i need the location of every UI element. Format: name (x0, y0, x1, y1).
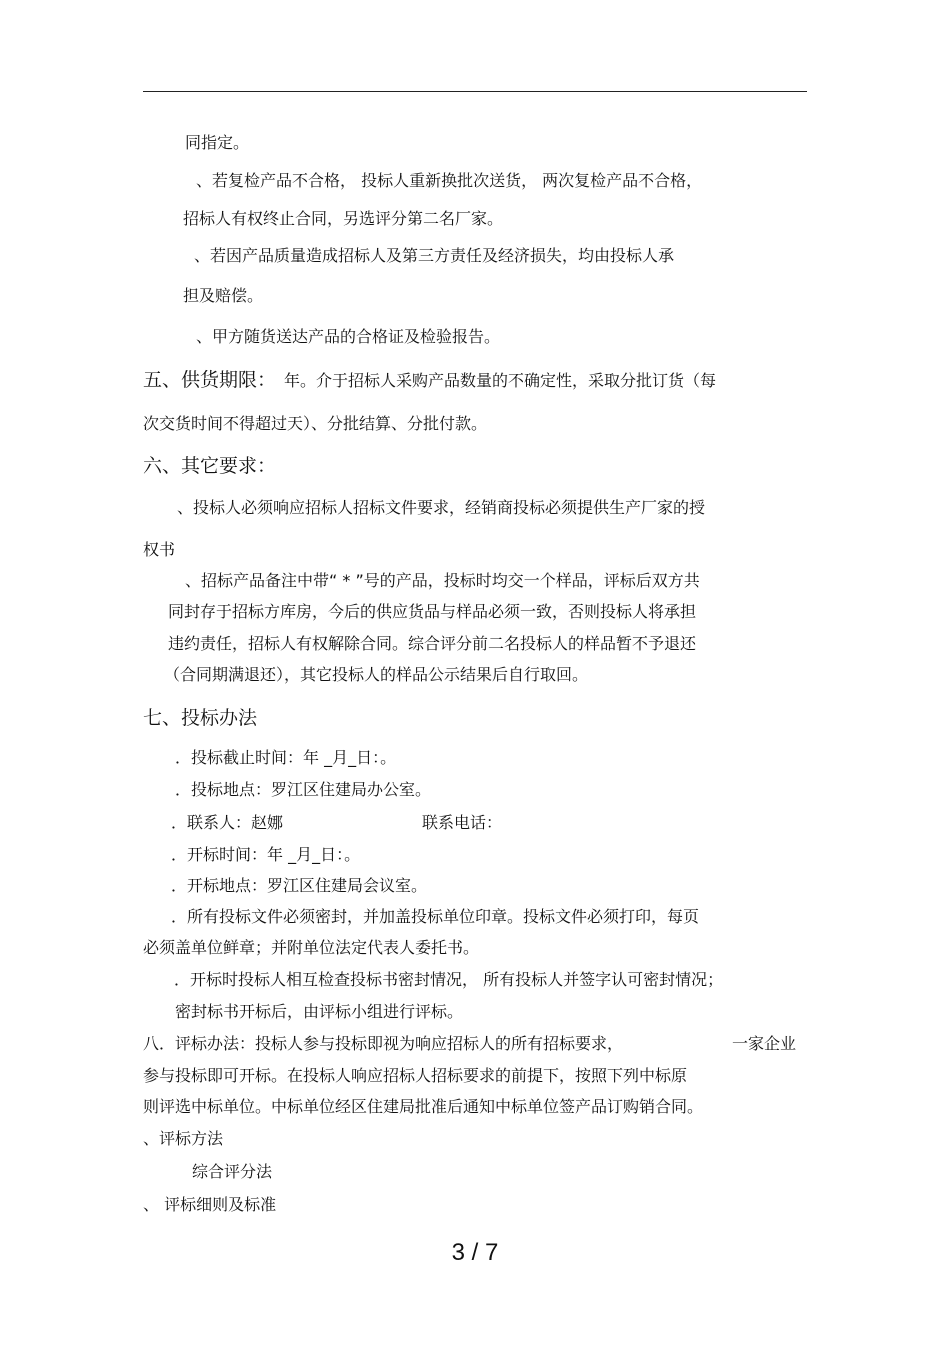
text-line: 同指定。 (185, 133, 250, 152)
text-line: 综合评分法 (192, 1162, 273, 1181)
text-line: 、 评标细则及标准 (143, 1195, 277, 1214)
text-line: 、投标人必须响应招标人招标文件要求，经销商投标必须提供生产厂家的授 (177, 498, 706, 517)
text-line: 担及赔偿。 (183, 286, 264, 305)
text-line: 招标人有权终止合同，另选评分第二名厂家。 (183, 209, 504, 228)
text-line: 违约责任，招标人有权解除合同。综合评分前二名投标人的样品暂不予退还 (168, 634, 697, 653)
section-5-heading: 五、供货期限： (143, 369, 277, 391)
section-8-text-right: 一家企业 (732, 1034, 797, 1053)
text-line: 权书 (143, 540, 176, 559)
text-line: 同封存于招标方库房，今后的供应货品与样品必须一致，否则投标人将承担 (168, 602, 697, 621)
text-line: 密封标书开标后，由评标小组进行评标。 (175, 1002, 464, 1021)
text-line: ．投标地点：罗江区住建局办公室。 (175, 780, 432, 799)
header-rule (143, 91, 807, 92)
text-line: 必须盖单位鲜章；并附单位法定代表人委托书。 (143, 938, 480, 957)
contact-person: ．联系人：赵娜 (171, 813, 284, 832)
text-line: ．开标地点：罗江区住建局会议室。 (171, 876, 428, 895)
text-line: 、评标方法 (143, 1129, 224, 1148)
section-5-text: 年。介于招标人采购产品数量的不确定性，采取分批订货（每 (284, 371, 717, 390)
section-7-heading: 七、投标办法 (143, 707, 258, 729)
page-number: 3 / 7 (451, 1239, 499, 1266)
text-line: ．开标时投标人相互检查投标书密封情况， 所有投标人并签字认可密封情况； (174, 970, 724, 989)
text-line: 、若复检产品不合格， 投标人重新换批次送货， 两次复检产品不合格， (196, 171, 703, 190)
text-line: 、若因产品质量造成招标人及第三方责任及经济损失，均由投标人承 (194, 246, 675, 265)
section-5-line (143, 368, 716, 392)
text-line: 则评选中标单位。中标单位经区住建局批准后通知中标单位签产品订购销合同。 (143, 1097, 704, 1116)
section-8-text: 八．评标办法：投标人参与投标即视为响应招标人的所有招标要求， (143, 1034, 624, 1053)
text-line: ．投标截止时间：年 _月_日：。 (175, 748, 397, 767)
text-line: 次交货时间不得超过天）、分批结算、分批付款。 (143, 414, 488, 433)
text-line: 参与投标即可开标。在投标人响应招标人招标要求的前提下，按照下列中标原 (143, 1066, 688, 1085)
text-line: ．开标时间：年 _月_日：。 (171, 845, 361, 864)
text-line: 、招标产品备注中带“ * ”号的产品，投标时均交一个样品，评标后双方共 (185, 571, 700, 590)
contact-phone: 联系电话： (422, 813, 503, 832)
text-line: （合同期满退还），其它投标人的样品公示结果后自行取回。 (164, 665, 589, 684)
text-line: ．所有投标文件必须密封，并加盖投标单位印章。投标文件必须打印，每页 (171, 907, 700, 926)
text-line: 、甲方随货送达产品的合格证及检验报告。 (196, 327, 501, 346)
section-6-heading: 六、其它要求： (143, 455, 277, 477)
